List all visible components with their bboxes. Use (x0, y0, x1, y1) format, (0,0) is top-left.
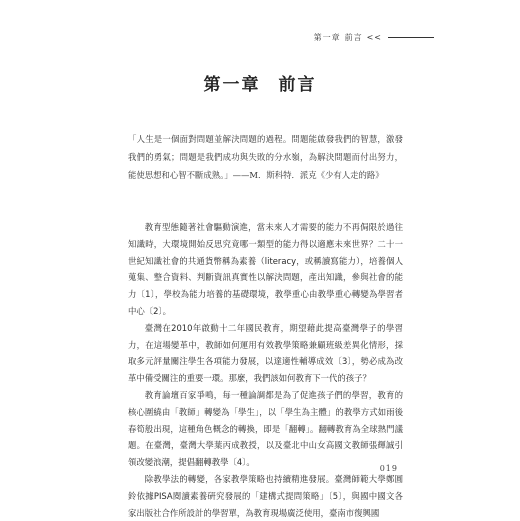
running-head-section: 前言 (344, 33, 363, 42)
paragraph: 臺灣在2010年啟動十二年國民教育，期望藉此提高臺灣學子的學習力，在這場變革中，教師如何運用有效教學策略兼顧班級差異化情形，採取多元評量關注學生各項能力發展，以達適性輔導成效〔3〕，勢必成為改革中備受關注的重要一環。那麼，我們該如何教育下一代的孩子？ (128, 322, 403, 384)
paragraph: 教育論壇百家爭鳴，每一種論調都是為了促進孩子們的學習，教育的核心圍繞由「教師」轉變為「學生」，以「學生為主體」的教學方式如雨後春筍般出現，這種角色概念的轉換，即是「翻轉」。翻轉教育為全球熱門議題。在臺灣，臺灣大學葉丙成教授，以及臺北中山女高國文教師張輝誠引領改變浪潮，提倡翻轉教學〔4〕。 (128, 389, 403, 468)
running-head-rule (388, 37, 434, 38)
page-number: 019 (379, 464, 398, 473)
epigraph-quote: 「人生是一個面對問題並解決問題的過程。問題能啟發我們的智慧，激發我們的勇氣；問題是我們成功與失敗的分水嶺，為解決問題而付出努力，能使思想和心智不斷成熟。」——M．斯科特．派克《少有人走的路》 (128, 134, 403, 180)
body-text (128, 219, 403, 521)
running-head (314, 32, 434, 43)
chapter-number: 第一章 (203, 75, 261, 95)
paragraph: 除教學法的轉變，各家教學策略也持續精進發展。臺灣師範大學鄭圓鈴依據PISA閱讀素養硏究發展的「建構式提問策略」〔5〕，與國中國文各家出版社合作所設計的學習單，為教育現場廣泛使用，臺南市復興國 (128, 473, 403, 518)
running-head-chapter: 第一章 (313, 33, 341, 42)
chapter-title (0, 70, 520, 95)
double-chevron-icon: << (366, 33, 382, 42)
paragraph: 教育型態隨著社會驅動演進，當未來人才需要的能力不再侷限於過往知識時，大環境開始反思究竟哪一類型的能力得以適應未來世界？二十一世紀知識社會的共通貨幣稱為素養（literacy，或稱讀寫能力），培養個人蒐集、整合資料、判斷資訊真實性以解決問題，產出知識，參與社會的能力〔1〕，學校為能力培養的基礎環境，教學重心由教學重心轉變為學習者中心〔2〕。 (128, 222, 403, 316)
chapter-name: 前言 (278, 75, 317, 95)
